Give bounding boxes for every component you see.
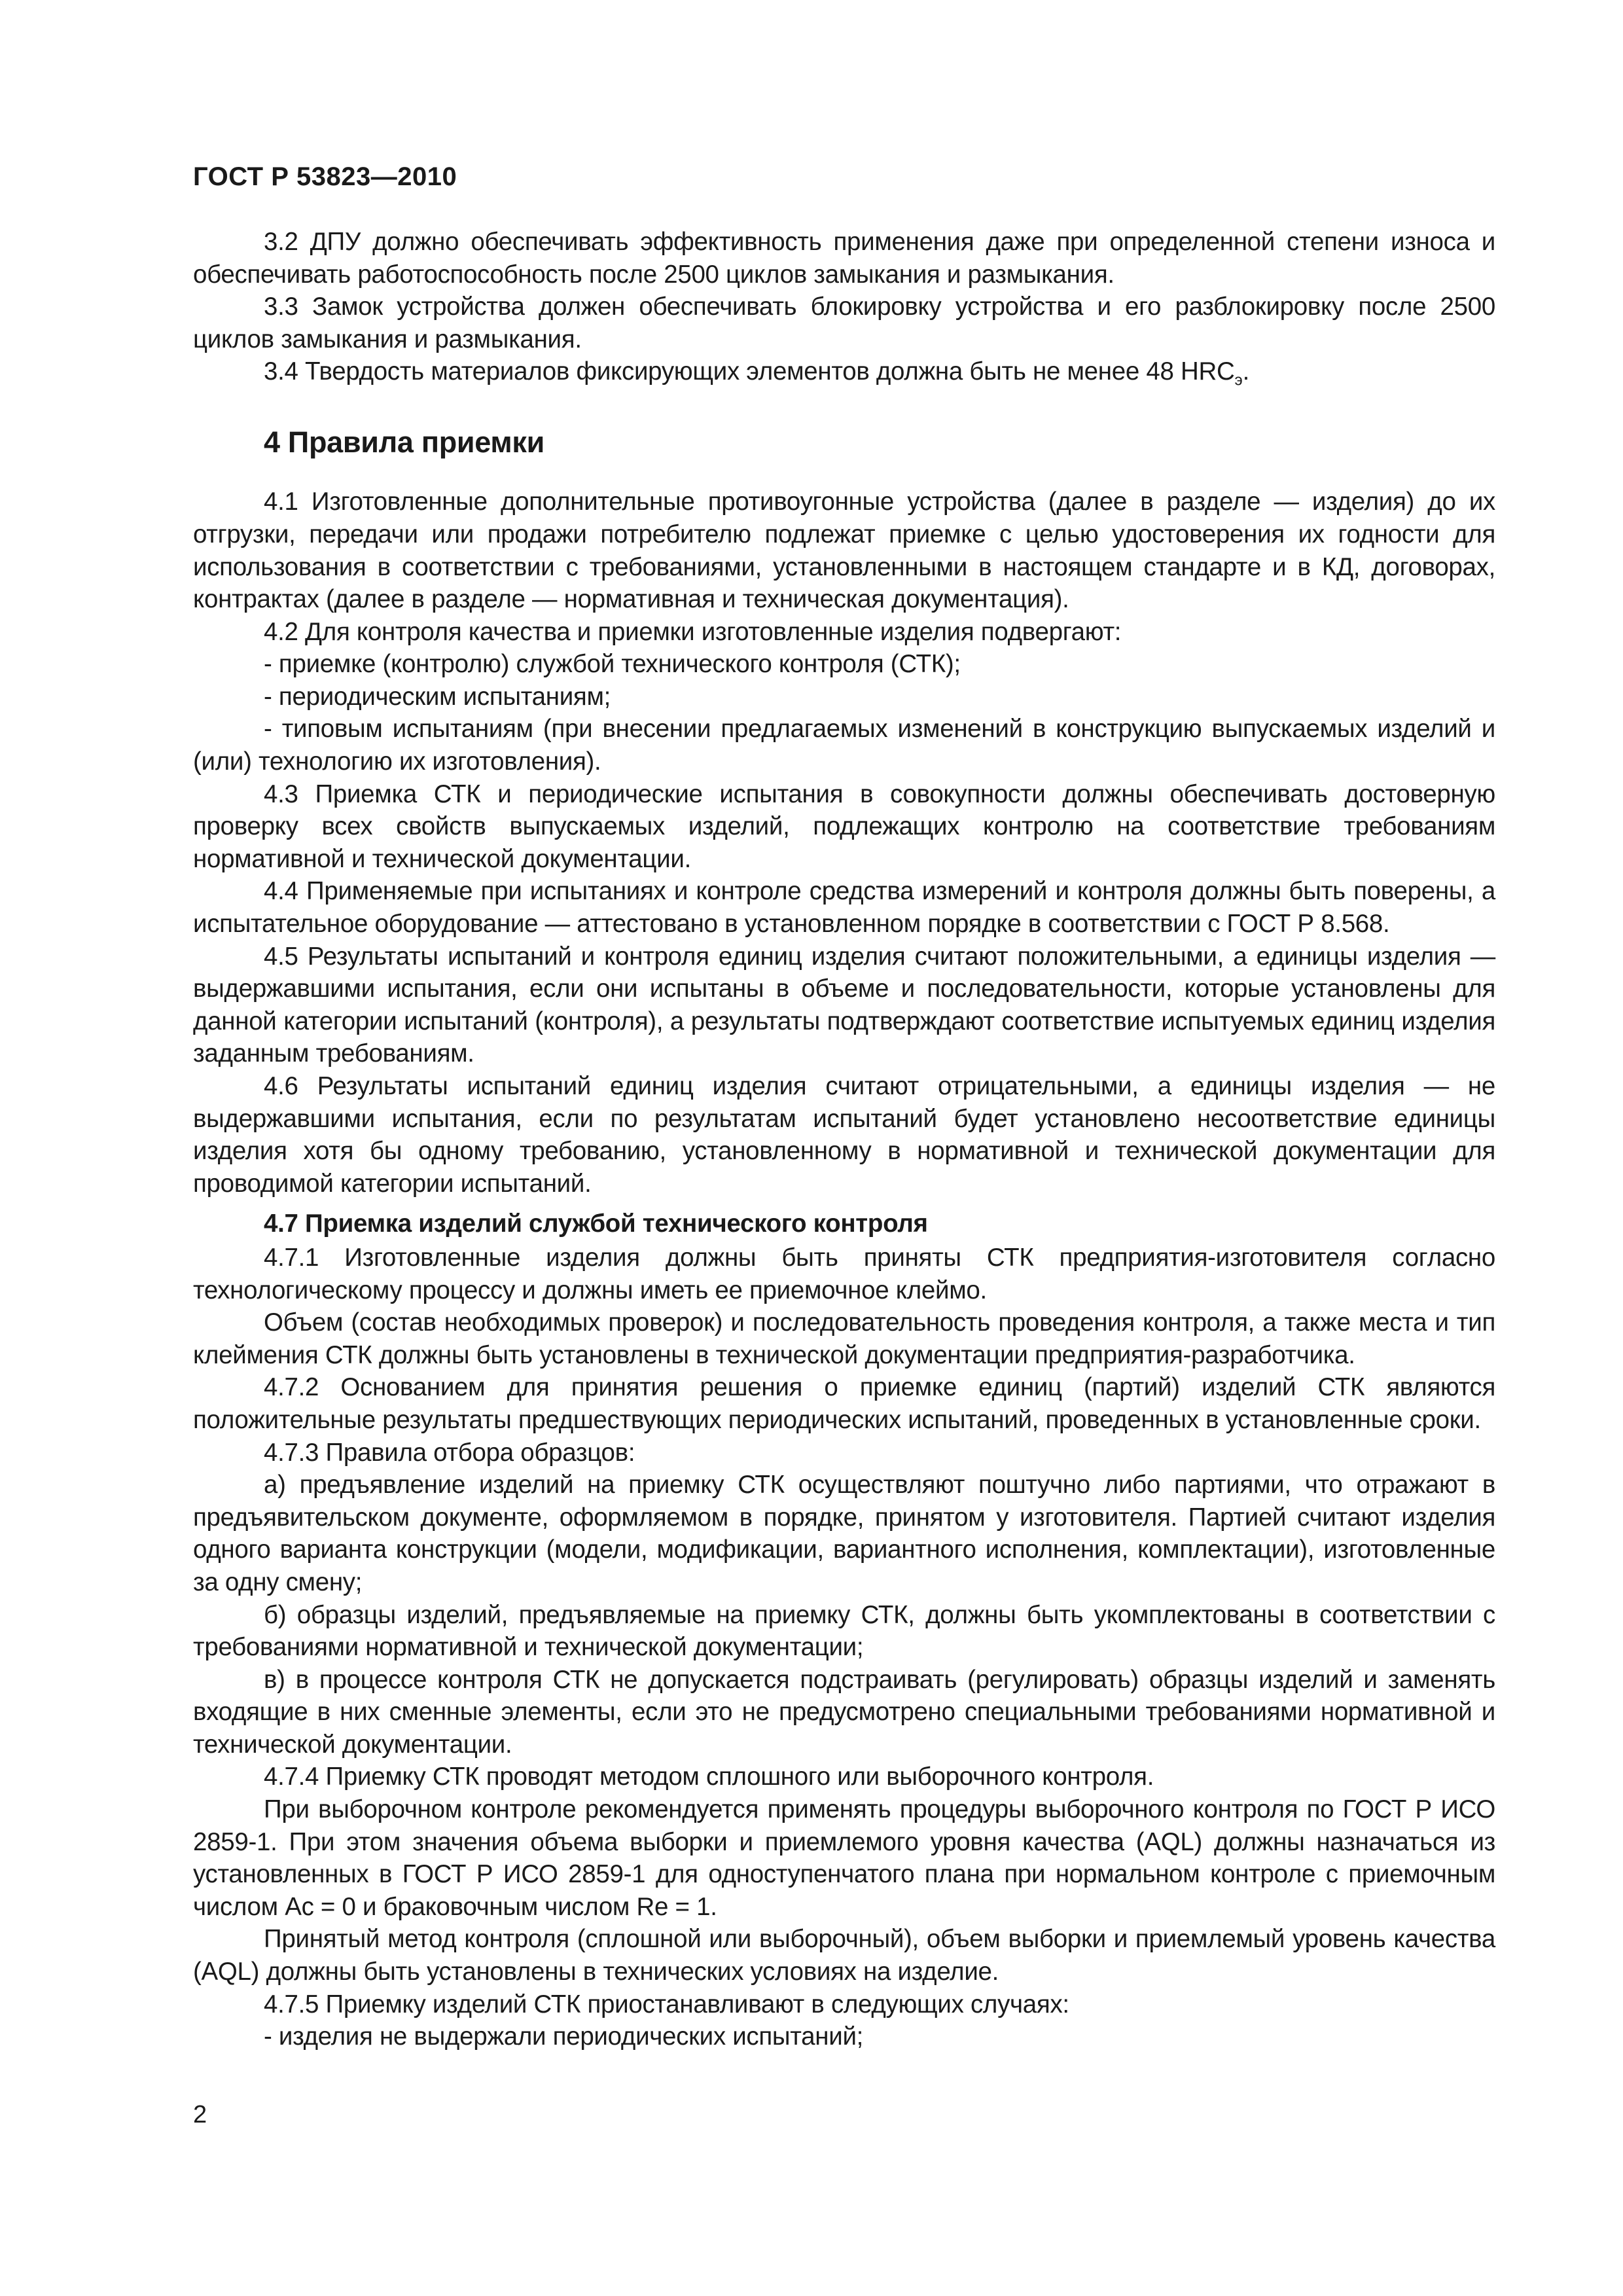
list-item: - типовым испытаниям (при внесении предлагаемых изменений в конструкцию выпускаемых изделий и (или) технологию их изготовления). <box>193 715 1495 776</box>
list-item: б) образцы изделий, предъявляемые на приемку СТК, должны быть укомплектованы в соответствии с требованиями нормативной и технической документации; <box>193 1600 1495 1662</box>
list-item: а) предъявление изделий на приемку СТК осуществляют поштучно либо партиями, что отражают в предъявительском документе, оформляемом в порядке, принятом у изготовителя. Партией считают изделия одного варианта конструкции (модели, модификации, вариантного исполнения, комплектации), изготовленные за одну смену; <box>193 1471 1495 1596</box>
list-item: - изделия не выдержали периодических испытаний; <box>264 2022 864 2051</box>
hrc-subscript: э <box>1234 371 1243 389</box>
paragraph-3-2: 3.2 ДПУ должно обеспечивать эффективность применения даже при определенной степени износа и обеспечивать работоспособность после 2500 циклов замыкания и размыкания. <box>193 228 1495 289</box>
paragraph-4-7-4: 4.7.4 Приемку СТК проводят методом сплошного или выборочного контроля. <box>264 1763 1154 1791</box>
paragraph-4-7-1: 4.7.1 Изготовленные изделия должны быть приняты СТК предприятия-изготовителя согласно технологическому процессу и должны иметь ее приемочное клеймо. <box>193 1243 1495 1304</box>
list-item: - периодическим испытаниям; <box>264 682 611 711</box>
paragraph-4-7-3: 4.7.3 Правила отбора образцов: <box>264 1438 635 1467</box>
paragraph-4-1: 4.1 Изготовленные дополнительные противоугонные устройства (далее в разделе — изделия) до их отгрузки, передачи или продажи потребителю подлежат приемке с целью удостоверения их годности для использования в соответствии с требованиями, установленными в настоящем стандарте и в КД, договорах, контрактах (далее в разделе — нормативная и техническая документация). <box>193 488 1495 614</box>
standard-designation: ГОСТ Р 53823—2010 <box>193 162 457 191</box>
paragraph-4-7-4-b: При выборочном контроле рекомендуется применять процедуры выборочного контроля по ГОСТ Р ИСО 2859-1. При этом значения объема выборки и приемлемого уровня качества (AQL) должны назначаться из установленных в ГОСТ Р ИСО 2859-1 для одноступенчатого плана при нормальном контроле с приемочным числом Ac = 0 и браковочным числом Re = 1. <box>193 1795 1495 1921</box>
page-number: 2 <box>193 2101 207 2128</box>
paragraph-4-4: 4.4 Применяемые при испытаниях и контроле средства измерений и контроля должны быть поверены, а испытательное оборудование — аттестовано в установленном порядке в соответствии с ГОСТ Р 8.568. <box>193 877 1495 939</box>
list-item: в) в процессе контроля СТК не допускается подстраивать (регулировать) образцы изделий и заменять входящие в них сменные элементы, если это не предусмотрено специальными требованиями нормативной и технической документации. <box>193 1665 1495 1759</box>
paragraph-4-6: 4.6 Результаты испытаний единиц изделия считают отрицательными, а единицы изделия — не выдержавшими испытания, если по результатам испытаний будет установлено несоответствие единицы изделия хотя бы одному требованию, установленному в нормативной и технической документации для проводимой категории испытаний. <box>193 1072 1495 1198</box>
paragraph-4-7-1-b: Объем (состав необходимых проверок) и последовательность проведения контроля, а также места и тип клеймения СТК должны быть установлены в технической документации предприятия-разработчика. <box>193 1308 1495 1369</box>
paragraph-4-7-2: 4.7.2 Основанием для принятия решения о приемке единиц (партий) изделий СТК являются положительные результаты предшествующих периодических испытаний, проведенных в установленные сроки. <box>193 1373 1495 1434</box>
paragraph-4-5: 4.5 Результаты испытаний и контроля единиц изделия считают положительными, а единицы изделия — выдержавшими испытания, если они испытаны в объеме и последовательности, которые установлены для данной категории испытаний (контроля), а результаты подтверждают соответствие испытуемых единиц изделия заданным требованиям. <box>193 942 1495 1068</box>
paragraph-3-4-end: . <box>1242 357 1250 386</box>
paragraph-4-3: 4.3 Приемка СТК и периодические испытания в совокупности должны обеспечивать достоверную проверку всех свойств выпускаемых изделий, подлежащих контролю на соответствие требованиям нормативной и технической документации. <box>193 780 1495 873</box>
paragraph-4-7-5: 4.7.5 Приемку изделий СТК приостанавливают в следующих случаях: <box>264 1990 1069 2018</box>
paragraph-4-7-4-c: Принятый метод контроля (сплошной или выборочный), объем выборки и приемлемый уровень качества (AQL) должны быть установлены в технических условиях на изделие. <box>193 1925 1495 1986</box>
paragraph-3-4-text: 3.4 Твердость материалов фиксирующих элементов должна быть не менее 48 HRC <box>264 357 1235 386</box>
section-4-title: 4 Правила приемки <box>264 425 544 459</box>
document-body <box>193 226 1495 2053</box>
paragraph-4-2: 4.2 Для контроля качества и приемки изготовленные изделия подвергают: <box>264 617 1122 646</box>
list-item: - приемке (контролю) службой технического контроля (СТК); <box>264 650 961 679</box>
subsection-4-7-title: 4.7 Приемка изделий службой технического контроля <box>264 1210 928 1238</box>
paragraph-3-4 <box>193 355 1495 397</box>
paragraph-3-3: 3.3 Замок устройства должен обеспечивать блокировку устройства и его разблокировку после 2500 циклов замыкания и размыкания. <box>193 293 1495 353</box>
